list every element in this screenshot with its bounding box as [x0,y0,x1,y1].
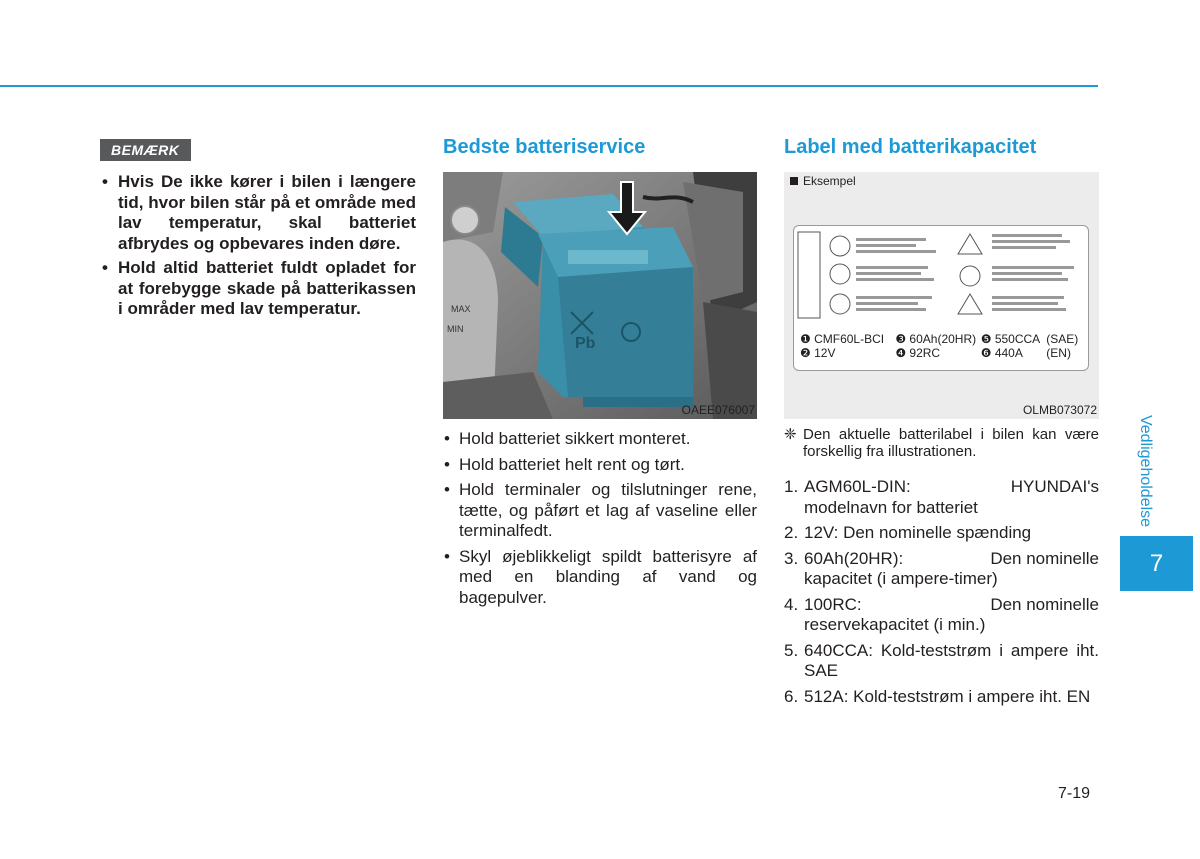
battery-illustration [443,172,757,419]
capacity-cell: ❺ 550CCA [980,332,1041,346]
label-item [784,641,1099,682]
item-text: kapacitet (i ampere-timer) [804,569,998,588]
item-text: 640CCA: Kold-teststrøm i ampere iht. SAE [804,640,1099,680]
square-bullet-icon [790,177,798,185]
chapter-tab: 7 [1120,536,1193,591]
service-item: • Hold terminaler og tilslutninger rene, tætte, og påført et lag af vaseline eller terminalfedt. [443,480,757,542]
label-warning-area [794,226,1090,326]
gauge-min-label: MIN [447,324,464,334]
service-item: • Hold batteriet helt rent og tørt. [443,455,757,476]
capacity-row [800,332,1086,346]
item-text: modelnavn for batteriet [804,497,978,517]
note-item: • Hvis De ikke kører i bilen i længere tid, hvor bilen står på et område med lav temperatur, skal batteriet afbrydes og opbevares inden døre. [100,172,416,254]
service-item: • Hold batteriet sikkert monteret. [443,429,757,450]
item-text: 512A: Kold-teststrøm i ampere iht. EN [804,686,1091,706]
item-line [804,477,1099,498]
asterisk-icon: ❈ [784,426,797,443]
section-tab-text [1134,410,1154,532]
photo-code: OAEE076007 [681,403,755,417]
item-text: HYUNDAI's [1010,477,1099,496]
item-number: 6. [784,686,799,706]
label-item [784,477,1099,518]
capacity-cell: ❸ 60Ah(20HR) [895,332,977,346]
disclaimer [784,426,1099,460]
note-item: • Hold altid batteriet fuldt opladet for at forebygge skade på batterikassen i områder med lav temperatur. [100,258,416,320]
item-text: 60Ah(20HR): [804,548,904,568]
label-item [784,523,1099,544]
capacity-row [800,346,1086,360]
example-text: Eksempel [803,174,856,188]
capacity-grid [800,332,1086,360]
item-line [804,595,1099,616]
note-list [100,172,416,320]
page-number: 7-19 [1058,785,1091,802]
item-number: 1. [784,477,799,496]
label-code: OLMB073072 [1022,403,1097,417]
item-text: reservekapacitet (i min.) [804,615,986,634]
item-line [804,549,1099,570]
service-heading: Bedste batteriservice [443,136,646,158]
item-number: 3. [784,548,799,568]
item-number: 2. [784,523,799,542]
label-item [784,687,1099,708]
label-item [784,595,1099,636]
note-section [100,139,416,324]
capacity-cell: (EN) [1046,346,1071,360]
item-text: Den nominelle [990,594,1099,614]
service-item: • Skyl øjeblikkeligt spildt batterisyre af med en blanding af vand og bagepulver. [443,547,757,609]
note-badge: BEMÆRK [100,139,191,161]
gauge-max-label: MAX [451,304,471,314]
battery-photo [443,172,757,419]
section-title: Vedligeholdelse [1137,414,1154,528]
item-number: 4. [784,594,799,614]
label-item-list [784,477,1099,712]
label-item [784,549,1099,590]
capacity-cell: ❻ 440A [980,346,1023,360]
item-text: Den nominelle [990,548,1099,568]
capacity-cell: ❷ 12V [800,346,836,360]
item-text: 12V: Den nominelle spænding [804,523,1032,542]
label-panel [784,172,1099,419]
disclaimer-text: Den aktuelle batterilabel i bilen kan være forskellig fra illustrationen. [803,426,1099,460]
top-rule [0,85,1098,87]
service-list [443,429,757,613]
capacity-cell: ❶ CMF60L-BCI [800,332,885,346]
example-caption [790,174,856,188]
capacity-cell: (SAE) [1046,332,1079,346]
battery-pb-text: Pb [575,335,596,352]
capacity-cell: ❹ 92RC [895,346,941,360]
item-number: 5. [784,640,799,660]
battery-label-card [793,225,1089,371]
item-text: AGM60L-DIN: [804,477,911,496]
item-text: 100RC: [804,594,862,614]
label-heading: Label med batterikapacitet [784,136,1037,158]
